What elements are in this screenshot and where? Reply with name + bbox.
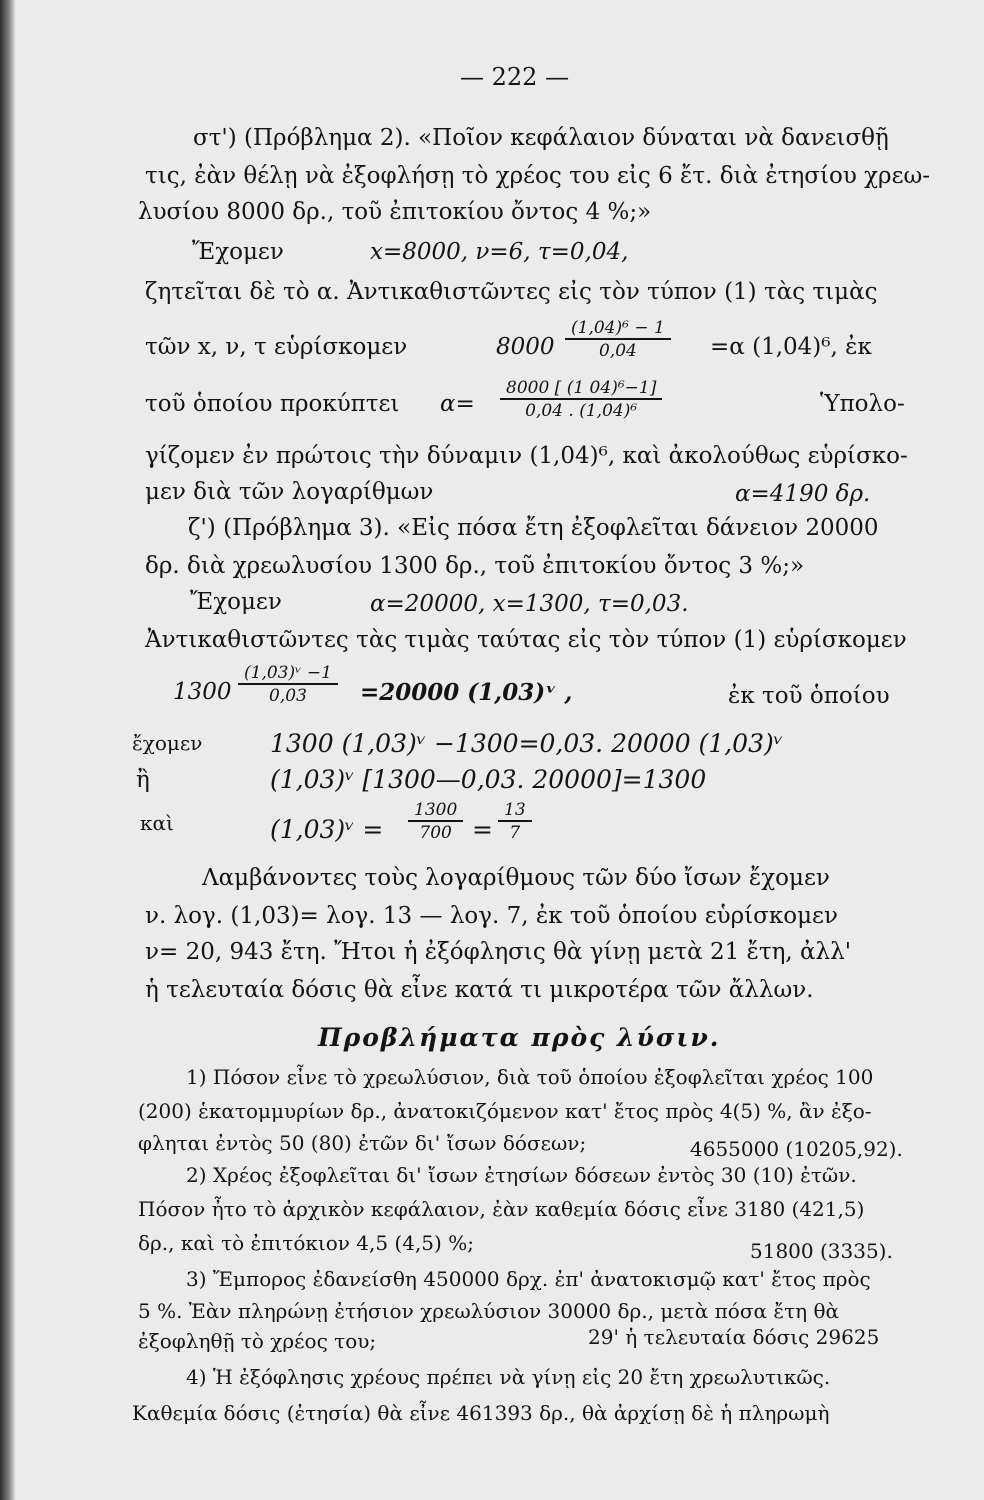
text-line-12-label: Ἔχομεν	[190, 589, 282, 615]
equation-line-17: (1,03)ᵛ =	[270, 815, 384, 844]
text-line-5: ζητεῖται δὲ τὸ α. Ἀντικαθιστῶντες εἰς τὸν τύπον (1) τὰς τιμὰς	[145, 279, 878, 305]
page-number: — 222 —	[460, 63, 570, 91]
problem-1-answer: 4655000 (10205,92).	[690, 1137, 903, 1161]
problem-3-answer: 29' ἡ τελευταία δόσις 29625	[588, 1325, 880, 1349]
equation-line-15: 1300 (1,03)ᵛ −1300=0,03. 20000 (1,03)ᵛ	[270, 729, 784, 758]
text-line-17-label: καὶ	[140, 811, 174, 835]
formula-3-factor: 1300	[173, 679, 232, 705]
fraction-3-denominator: 0,03	[269, 686, 307, 706]
text-line-11: δρ. διὰ χρεωλυσίου 1300 δρ., τοῦ ἐπιτοκίου ὄντος 3 %;»	[145, 553, 805, 579]
fraction-4	[408, 800, 463, 843]
text-line-10: ζ') (Πρόβλημα 3). «Εἰς πόσα ἔτη ἐξοφλεῖται δάνειον 20000	[188, 515, 879, 541]
problem-4-line-2: Καθεμία δόσις (ἐτησία) θὰ εἶνε 461393 δρ., θὰ ἀρχίσῃ δὲ ἡ πληρωμὴ	[132, 1401, 830, 1425]
fraction-5	[498, 800, 532, 843]
problem-2-line-2: Πόσον ἦτο τὸ ἀρχικὸν κεφάλαιον, ἐὰν καθεμία δόσις εἶνε 3180 (421,5)	[138, 1197, 865, 1221]
text-line-3: λυσίου 8000 δρ., τοῦ ἐπιτοκίου ὄντος 4 %;»	[138, 199, 652, 225]
fraction-1-numerator: (1,04)⁶ − 1	[565, 318, 671, 340]
text-line-16-label: ἢ	[136, 767, 150, 793]
problem-2-line-1: 2) Χρέος ἐξοφλεῖται δι' ἴσων ἐτησίων δόσεων ἐντὸς 30 (10) ἐτῶν.	[186, 1163, 857, 1187]
fraction-1-denominator: 0,04	[598, 341, 637, 361]
equation-line-16: (1,03)ᵛ [1300—0,03. 20000]=1300	[270, 765, 707, 794]
fraction-3	[238, 663, 338, 706]
problem-4-line-1: 4) Ἡ ἐξόφλησις χρέους πρέπει νὰ γίνῃ εἰς 20 ἔτη χρεωλυτικῶς.	[186, 1365, 831, 1389]
text-line-18: Λαμβάνοντες τοὺς λογαρίθμους τῶν δύο ἴσων ἔχομεν	[202, 865, 830, 891]
problem-2-answer: 51800 (3335).	[750, 1239, 893, 1263]
text-line-7-label: τοῦ ὁποίου προκύπτει	[145, 391, 400, 417]
fraction-2-numerator: 8000 [ (1 04)⁶−1]	[500, 378, 662, 400]
text-line-12-values: α=20000, x=1300, τ=0,03.	[370, 591, 689, 617]
problem-2-line-3: δρ., καὶ τὸ ἐπιτόκιον 4,5 (4,5) %;	[138, 1231, 474, 1255]
problem-1-line-2: (200) ἑκατομμυρίων δρ., ἀνατοκιζόμενον κατ' ἔτος πρὸς 4(5) %, ἂν ἐξο-	[138, 1099, 872, 1123]
text-line-19: ν. λογ. (1,03)= λογ. 13 — λογ. 7, ἐκ τοῦ ὁποίου εὑρίσκομεν	[145, 903, 838, 929]
text-line-14-end: ἐκ τοῦ ὁποίου	[728, 683, 890, 709]
formula-1-factor: 8000	[496, 334, 555, 360]
text-line-1: στ') (Πρόβλημα 2). «Ποῖον κεφάλαιον δύναται νὰ δανεισθῇ	[193, 125, 889, 151]
text-line-8: γίζομεν ἐν πρώτοις τὴν δύναμιν (1,04)⁶, καὶ ἀκολούθως εὑρίσκο-	[145, 443, 908, 469]
fraction-4-numerator: 1300	[408, 800, 463, 822]
fraction-5-denominator: 7	[509, 823, 521, 843]
text-line-4-label: Ἔχομεν	[192, 239, 284, 265]
formula-1-result: =α (1,04)⁶, ἐκ	[710, 334, 872, 360]
equation-line-17-equals: =	[472, 815, 493, 844]
text-line-20: ν= 20, 943 ἔτη. Ἤτοι ἡ ἐξόφλησις θὰ γίνῃ μετὰ 21 ἔτη, ἀλλ'	[145, 939, 852, 965]
fraction-4-denominator: 700	[419, 823, 452, 843]
text-line-9-label: μεν διὰ τῶν λογαρίθμων	[145, 479, 434, 505]
problem-1-line-3: φληται ἐντὸς 50 (80) ἐτῶν δι' ἴσων δόσεων;	[138, 1131, 587, 1155]
fraction-2	[500, 378, 662, 421]
problem-3-line-3: ἐξοφληθῇ τὸ χρέος του;	[138, 1329, 377, 1353]
result-alpha: α=4190 δρ.	[735, 481, 871, 507]
problem-3-line-1: 3) Ἔμπορος ἐδανείσθη 450000 δρχ. ἐπ' ἀνατοκισμῷ κατ' ἔτος πρὸς	[186, 1267, 871, 1291]
formula-2-lhs: α=	[440, 391, 475, 417]
formula-3-rhs: =20000 (1,03)ᵛ ,	[360, 679, 573, 706]
text-line-15-label: ἔχομεν	[132, 731, 203, 755]
section-heading: Προβλήματα πρὸς λύσιν.	[318, 1023, 721, 1052]
problem-3-line-2: 5 %. Ἐὰν πληρώνῃ ἐτήσιον χρεωλύσιον 30000 δρ., μετὰ πόσα ἔτη θὰ	[138, 1299, 840, 1323]
text-line-7-end: Ὑπολο-	[820, 391, 905, 417]
text-line-21: ἡ τελευταία δόσις θὰ εἶνε κατά τι μικροτέρα τῶν ἄλλων.	[145, 977, 814, 1003]
problem-1-line-1: 1) Πόσον εἶνε τὸ χρεωλύσιον, διὰ τοῦ ὁποίου ἐξοφλεῖται χρέος 100	[186, 1065, 874, 1089]
text-line-13: Ἀντικαθιστῶντες τὰς τιμὰς ταύτας εἰς τὸν τύπον (1) εὑρίσκομεν	[145, 627, 907, 653]
text-line-2: τις, ἐὰν θέλῃ νὰ ἐξοφλήσῃ τὸ χρέος του εἰς 6 ἔτ. διὰ ἐτησίου χρεω-	[145, 163, 931, 189]
text-line-4-values: x=8000, ν=6, τ=0,04,	[370, 239, 629, 265]
text-line-6-label: τῶν x, ν, τ εὑρίσκομεν	[145, 334, 408, 360]
fraction-5-numerator: 13	[498, 800, 532, 822]
fraction-3-numerator: (1,03)ᵛ −1	[238, 663, 338, 685]
fraction-2-denominator: 0,04 . (1,04)⁶	[525, 401, 638, 421]
fraction-1	[565, 318, 671, 361]
